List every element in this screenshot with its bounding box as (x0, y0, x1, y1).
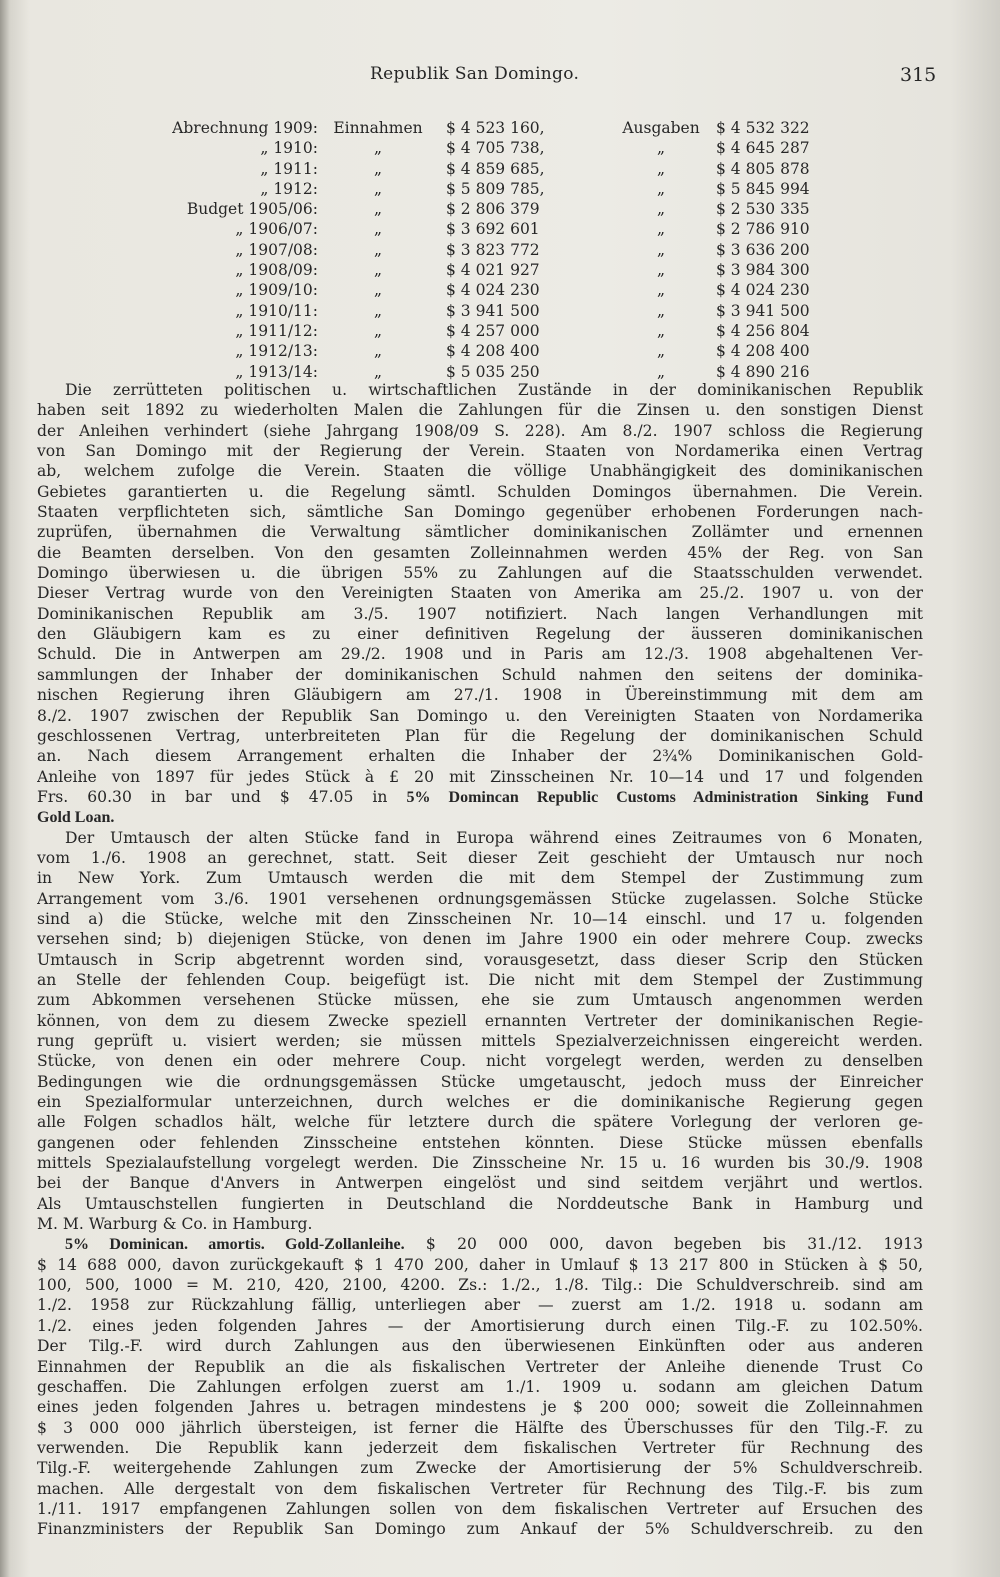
table-row (150, 240, 826, 260)
expense-amount: $ 4 890 216 (716, 362, 810, 381)
table-row (150, 280, 826, 300)
text-line (37, 807, 923, 827)
line-text: Dominikanischen Republik am 3./5. 1907 notifiziert. Nach langen Verhandlungen mit (37, 604, 923, 623)
line-text: der Anleihen verhindert (siehe Jahrgang 1908/09 S. 228). Am 8./2. 1907 schloss die Regierung (37, 421, 923, 440)
income-label: „ (373, 200, 383, 219)
period-label: Budget 1905/06: (186, 200, 318, 219)
line-text: zum Abkommen versehenen Stücke müssen, ehe sie zum Umtausch angenommen werden (37, 991, 923, 1010)
text-line (37, 746, 923, 766)
text-line (37, 461, 923, 481)
page-number: 315 (900, 64, 937, 86)
text-line (37, 1519, 923, 1539)
text-line (37, 624, 923, 644)
income-amount: $ 5 035 250 (446, 362, 540, 381)
bold-loan-title: 5% Dominican. amortis. Gold-Zollanleihe. (65, 1236, 405, 1254)
line-text: haben seit 1892 zu wiederholten Malen die Zahlungen für die Zinsen u. den sonstigen Dienst (37, 401, 923, 420)
text-line (37, 502, 923, 522)
line-text: nischen Regierung ihren Gläubigern am 27./1. 1908 in Übereinstimmung mit dem am (37, 686, 923, 705)
line-text: geschaffen. Die Zahlungen erfolgen zuerst am 1./1. 1909 u. sodann am gleichen Datum (37, 1377, 923, 1396)
line-text: alle Folgen schadlos hält, welche für letztere durch die spätere Vorlegung der verloren ge- (37, 1113, 923, 1132)
income-amount: $ 4 021 927 (446, 261, 540, 280)
text-line (37, 1316, 923, 1336)
text-line (37, 1011, 923, 1031)
text-line (37, 990, 923, 1010)
income-amount: $ 4 523 160, (446, 119, 545, 137)
income-amount: $ 4 257 000 (446, 321, 540, 340)
table-row (150, 179, 826, 199)
line-text: zuprüfen, übernahmen die Verwaltung sämtlicher dominikanischen Zollämter und ernennen (37, 523, 923, 542)
text-line (37, 522, 923, 542)
expense-label: Ausgaben (622, 119, 700, 137)
text-line (37, 868, 923, 888)
table-row (150, 301, 826, 321)
text-line (37, 665, 923, 685)
text-line (37, 685, 923, 705)
line-text: an. Nach diesem Arrangement erhalten die Inhaber der 2¾% Dominikanischen Gold- (37, 747, 923, 766)
text-line (37, 1092, 923, 1112)
expense-amount: $ 3 984 300 (716, 261, 810, 280)
body-text (37, 380, 923, 1540)
text-line (37, 726, 923, 746)
text-line (37, 1418, 923, 1438)
line-text: Tilg.-F. weitergehende Zahlungen zum Zwecke der Amortisierung der 5% Schuldverschreib. (37, 1459, 923, 1478)
income-amount: $ 5 809 785, (446, 179, 545, 198)
expense-label: „ (656, 321, 666, 340)
period-label: „ 1913/14: (235, 362, 318, 381)
text-line (37, 1336, 923, 1356)
expense-amount: $ 2 530 335 (716, 200, 810, 219)
table-row (150, 341, 826, 361)
text-line (37, 1112, 923, 1132)
line-text: vom 1./6. 1908 an gerechnet, statt. Seit dieser Zeit geschieht der Umtausch nur noch (37, 848, 923, 867)
line-text: die Beamten derselben. Von den gesamten Zolleinnahmen werden 45% der Reg. von San (37, 543, 923, 562)
line-text: M. M. Warburg & Co. in Hamburg. (37, 1215, 313, 1234)
period-label: „ 1908/09: (235, 261, 318, 280)
text-line (37, 1377, 923, 1397)
line-text: können, von dem zu diesem Zwecke speziell ernannten Vertreter der dominikanischen Regie- (37, 1011, 923, 1030)
line-text: rung geprüft u. visiert werden; sie müssen mittels Spezialverzeichnissen eingereicht werden. (37, 1032, 923, 1050)
finance-table (150, 118, 826, 382)
line-text: $ 3 000 000 jährlich übersteigen, ist ferner die Hälfte des Überschusses für den Tilg.-F. zu (37, 1418, 923, 1437)
expense-label: „ (656, 281, 666, 300)
expense-label: „ (656, 159, 666, 178)
expense-amount: $ 4 532 322 (716, 119, 810, 137)
line-text: 1./11. 1917 empfangenen Zahlungen sollen von dem fiskalischen Vertreter auf Ersuchen des (37, 1499, 923, 1518)
income-label: „ (373, 261, 383, 280)
bold-loan-title: 5% Domincan Republic Customs Administration Sinking Fund (406, 788, 923, 806)
text-line (37, 970, 923, 990)
text-line (37, 1031, 923, 1051)
line-text: Domingo überwiesen u. die übrigen 55% zu Zahlungen auf die Staatsschulden verwendet. (37, 564, 923, 583)
line-text: in New York. Zum Umtausch werden die mit dem Stempel der Zustimmung zum (37, 869, 923, 888)
income-label: „ (373, 159, 383, 178)
text-line (37, 1051, 923, 1071)
income-amount: $ 4 705 738, (446, 139, 545, 158)
line-text: an Stelle der fehlenden Coup. beigefügt ist. Die nicht mit dem Stempel der Zustimmung (37, 970, 923, 989)
line-text: Bedingungen wie die ordnungsgemässen Stücke umgetauscht, jedoch muss der Einreicher (37, 1072, 923, 1091)
table-row (150, 219, 826, 239)
table-row (150, 199, 826, 219)
text-line (37, 1479, 923, 1499)
income-label: „ (373, 342, 383, 361)
text-line (37, 787, 923, 807)
expense-amount: $ 4 256 804 (716, 321, 810, 340)
expense-label: „ (656, 240, 666, 259)
expense-amount: $ 2 786 910 (716, 220, 810, 239)
line-text: 1./2. eines jeden folgenden Jahres — der Amortisierung durch einen Tilg.-F. zu 102.50%. (37, 1316, 923, 1335)
text-line (37, 929, 923, 949)
income-label: „ (373, 139, 383, 158)
expense-label: „ (656, 261, 666, 280)
period-label: „ 1911: (260, 159, 318, 178)
line-text: geschlossenen Vertrag, unterbreiteten Plan für die Regelung der dominikanischen Schuld (37, 726, 923, 745)
expense-label: „ (656, 220, 666, 239)
text-line (37, 563, 923, 583)
line-text: sammlungen der Inhaber der dominikanischen Schuld nahmen den seitens der dominika- (37, 665, 923, 684)
table-row (150, 118, 826, 138)
line-text: machen. Alle dergestalt von dem fiskalischen Vertreter für Rechnung des Tilg.-F. bis zum (37, 1479, 923, 1498)
income-amount: $ 4 024 230 (446, 281, 540, 300)
line-text: 1./2. 1958 zur Rückzahlung fällig, unterliegen aber — zuerst am 1./2. 1918 u. sodann am (37, 1296, 923, 1315)
expense-label: „ (656, 362, 666, 381)
text-line (37, 1173, 923, 1193)
text-line (37, 889, 923, 909)
text-line (37, 543, 923, 563)
text-line (37, 441, 923, 461)
text-line (37, 1194, 923, 1214)
table-row (150, 321, 826, 341)
line-text: Einnahmen der Republik an die als fiskalischen Vertreter der Anleihe dienende Trust Co (37, 1357, 923, 1376)
line-text: Staaten verpflichteten sich, sämtliche San Domingo gegenüber erhobenen Forderungen nach- (37, 503, 923, 522)
period-label: „ 1911/12: (235, 321, 318, 340)
text-line (37, 421, 923, 441)
line-text: Die zerrütteten politischen u. wirtschaftlichen Zustände in der dominikanischen Republik (65, 381, 923, 399)
text-line (37, 1499, 923, 1519)
expense-amount: $ 5 845 994 (716, 179, 810, 198)
expense-amount: $ 4 805 878 (716, 159, 810, 178)
period-label: „ 1910: (260, 139, 318, 158)
period-label: Abrechnung 1909: (172, 119, 318, 137)
line-text: sind a) die Stücke, welche mit den Zinsscheinen Nr. 10—14 einschl. und 17 u. folgenden (37, 909, 923, 928)
income-amount: $ 3 692 601 (446, 220, 540, 239)
text-line (37, 1255, 923, 1275)
income-amount: $ 4 859 685, (446, 159, 545, 178)
text-line (37, 1214, 923, 1234)
line-text: versehen sind; b) diejenigen Stücke, von denen im Jahre 1900 ein oder mehrere Coup. zwecks (37, 930, 923, 949)
expense-label: „ (656, 301, 666, 320)
line-text: 8./2. 1907 zwischen der Republik San Domingo u. den Vereinigten Staaten von Nordamerika (37, 706, 923, 725)
text-line (37, 706, 923, 726)
text-line (37, 380, 923, 400)
text-line (37, 1438, 923, 1458)
text-line (37, 604, 923, 624)
line-text: 100, 500, 1000 = M. 210, 420, 2100, 4200. Zs.: 1./2., 1./8. Tilg.: Die Schuldverschreib. sind am (37, 1276, 923, 1295)
line-text: ein Spezialformular unterzeichnen, durch welches er die dominikanische Regierung gegen (37, 1093, 923, 1112)
line-text: von San Domingo mit der Regierung der Verein. Staaten von Nordamerika einen Vertrag (37, 442, 923, 461)
line-text: Dieser Vertrag wurde von den Vereinigten Staaten von Amerika am 25./2. 1907 u. von der (37, 584, 923, 603)
line-text: Finanzministers der Republik San Domingo zum Ankauf der 5% Schuldverschreib. zu den (37, 1520, 923, 1539)
text-line (37, 1234, 923, 1254)
text-line (37, 1295, 923, 1315)
expense-amount: $ 4 208 400 (716, 342, 810, 361)
text-line (37, 767, 923, 787)
line-text: mittels Spezialaufstellung vorgelegt werden. Die Zinsscheine Nr. 15 u. 16 wurden bis 30./9. 1908 (37, 1154, 923, 1173)
line-text: Der Tilg.-F. wird durch Zahlungen aus den überwiesenen Einkünften oder aus anderen (37, 1337, 923, 1356)
line-text: ab, welchem zufolge die Verein. Staaten die völlige Unabhängigkeit des dominikanischen (37, 462, 923, 481)
line-text: $ 14 688 000, davon zurückgekauft $ 1 470 200, daher in Umlauf $ 13 217 800 in Stücken à $ 50, (37, 1255, 923, 1274)
income-label: „ (373, 321, 383, 340)
period-label: „ 1912: (260, 179, 318, 198)
line-text: bei der Banque d'Anvers in Antwerpen eingelöst und sind seitdem verjährt und wertlos. (37, 1174, 923, 1193)
line-text: $ 20 000 000, davon begeben bis 31./12. 1913 (404, 1235, 923, 1254)
bold-loan-title: Gold Loan. (37, 809, 115, 827)
line-text: Arrangement vom 3./6. 1901 versehenen ordnungsgemässen Stücke zugelassen. Solche Stücke (37, 889, 923, 908)
table-row (150, 362, 826, 382)
text-line (37, 1458, 923, 1478)
income-label: „ (373, 240, 383, 259)
income-amount: $ 3 941 500 (446, 301, 540, 320)
line-text: den Gläubigern kam es zu einer definitiven Regelung der äusseren dominikanischen (37, 625, 923, 644)
expense-label: „ (656, 200, 666, 219)
income-label: „ (373, 301, 383, 320)
table-row (150, 159, 826, 179)
line-text: Der Umtausch der alten Stücke fand in Europa während eines Zeitraumes von 6 Monaten, (65, 828, 923, 847)
text-line (37, 828, 923, 848)
period-label: „ 1907/08: (235, 240, 318, 259)
text-line (37, 482, 923, 502)
text-line (37, 1133, 923, 1153)
text-line (37, 400, 923, 420)
period-label: „ 1910/11: (235, 301, 318, 320)
line-text: verwenden. Die Republik kann jederzeit dem fiskalischen Vertreter für Rechnung des (37, 1438, 923, 1457)
text-line (37, 1072, 923, 1092)
expense-amount: $ 3 636 200 (716, 240, 810, 259)
expense-label: „ (656, 342, 666, 361)
income-label: „ (373, 179, 383, 198)
income-label: „ (373, 220, 383, 239)
line-text: Als Umtauschstellen fungierten in Deutschland die Norddeutsche Bank in Hamburg und (37, 1194, 923, 1213)
expense-amount: $ 3 941 500 (716, 301, 810, 320)
line-text: Stücke, von denen ein oder mehrere Coup. nicht vorgelegt werden, werden zu denselben (37, 1052, 923, 1071)
line-text: eines jeden folgenden Jahres u. betragen mindestens je $ 200 000; soweit die Zolleinnahmen (37, 1398, 923, 1417)
text-line (37, 1397, 923, 1417)
line-text: Umtausch in Scrip abgetrennt worden sind, vorausgesetzt, dass dieser Scrip den Stücken (37, 950, 923, 969)
text-line (37, 1275, 923, 1295)
text-line (37, 848, 923, 868)
text-line (37, 1357, 923, 1377)
running-title: Republik San Domingo. (370, 64, 580, 84)
text-line (37, 644, 923, 664)
period-label: „ 1906/07: (235, 220, 318, 239)
text-line (37, 950, 923, 970)
period-label: „ 1912/13: (235, 342, 318, 361)
expense-amount: $ 4 645 287 (716, 139, 810, 158)
income-amount: $ 2 806 379 (446, 200, 540, 219)
period-label: „ 1909/10: (235, 281, 318, 300)
income-amount: $ 4 208 400 (446, 342, 540, 361)
text-line (37, 583, 923, 603)
expense-label: „ (656, 139, 666, 158)
line-text: gangenen oder fehlenden Zinsscheine entstehen könnten. Diese Stücke müssen ebenfalls (37, 1133, 923, 1152)
line-text: Gebietes garantierten u. die Regelung sämtl. Schulden Domingos übernahmen. Die Verein. (37, 482, 923, 501)
table-row (150, 260, 826, 280)
line-text: Anleihe von 1897 für jedes Stück à £ 20 mit Zinsscheinen Nr. 10—14 und 17 und folgenden (37, 767, 923, 786)
expense-amount: $ 4 024 230 (716, 281, 810, 300)
income-amount: $ 3 823 772 (446, 240, 540, 259)
text-line (37, 909, 923, 929)
text-line (37, 1153, 923, 1173)
income-label: „ (373, 281, 383, 300)
line-text: Schuld. Die in Antwerpen am 29./2. 1908 und in Paris am 12./3. 1908 abgehaltenen Ver- (37, 645, 923, 664)
income-label: „ (373, 362, 383, 381)
expense-label: „ (656, 179, 666, 198)
line-text: Frs. 60.30 in bar und $ 47.05 in (37, 787, 407, 806)
income-label: Einnahmen (333, 119, 423, 137)
table-row (150, 138, 826, 158)
